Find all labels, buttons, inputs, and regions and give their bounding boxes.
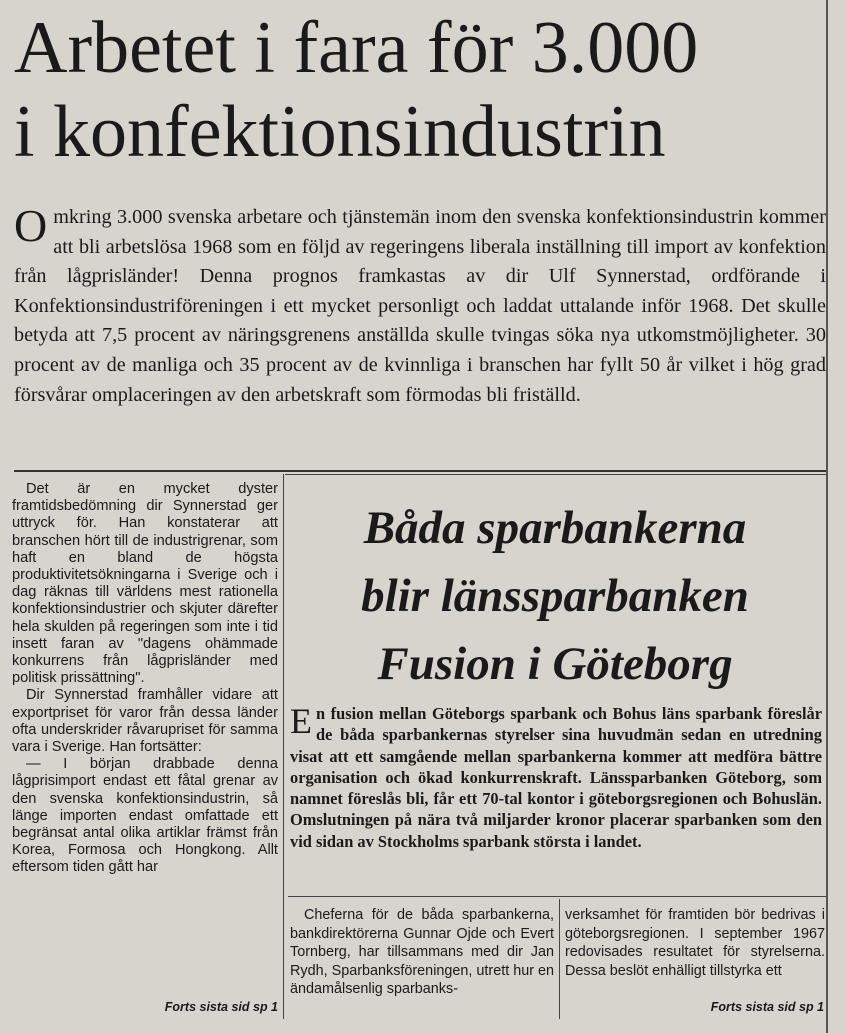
left-paragraph-3: — I början drabbade denna lågprisimport endast ett fåtal grenar av den svenska konfektionsindustrin, så länge importen endast omfattade ett begränsat antal olika artiklar främst från Korea, Formosa och Hongkong. Allt eftersom tiden gått har — [12, 756, 278, 876]
sub-lead-dropcap: E — [290, 701, 312, 741]
secondary-headline — [290, 494, 820, 698]
vertical-divider — [283, 474, 284, 1019]
column-rule — [826, 0, 828, 1033]
sub-headline-line-3: Fusion i Göteborg — [377, 638, 733, 690]
sub-headline-line-2: blir länssparbanken — [361, 570, 749, 622]
lead-dropcap: O — [14, 200, 48, 251]
box-top-rule — [285, 474, 826, 475]
headline-line-1: Arbetet i fara för 3.000 — [14, 7, 699, 89]
right-article-column — [565, 906, 825, 980]
main-headline — [14, 6, 824, 174]
lead-paragraph — [14, 200, 826, 410]
sub-lead-text: n fusion mellan Göteborgs sparbank och Bohus läns sparbank föreslår de båda sparbankernas styrelser sina huvudmän sedan en utredning visat att ett samgående mellan sparbankerna kommer att medföra bättre organisation och ökad konkurrenskraft. Länssparbanken Göteborg, som namnet föreslås bli, får ett 70-tal kontor i göteborgsregionen och Bohuslän. Omslutningen på nära två miljarder kronor placerar sparbanken som den vid sidan av Stockholms sparbank största i landet. — [290, 704, 822, 851]
sub-headline-line-1: Båda sparbankerna — [363, 502, 747, 554]
middle-article-column — [290, 906, 554, 999]
secondary-lead — [290, 703, 822, 852]
vertical-divider-2 — [559, 899, 560, 1019]
secondary-divider — [288, 896, 826, 897]
lead-text: mkring 3.000 svenska arbetare och tjänstemän inom den svenska konfektionsindustrin kommer att bli arbetslösa 1968 som en följd av regeringens liberala inställning till import av konfektion från lågprisländer! Denna prognos framkastas av dir Ulf Synnerstad, ordförande i Konfektionsindustriföreningen i ett mycket personligt och laddat uttalande inför 1968. Det skulle betyda att 7,5 procent av näringsgrenens anställda skulle tvingas söka nya utkomstmöjligheter. 30 procent av de manliga och 35 procent av de kvinnliga i branschen har fyllt 50 år vilket i hög grad försvårar omplaceringen av den arbetskraft som förmodas bli friställd. — [14, 206, 826, 406]
headline-line-2: i konfektionsindustrin — [14, 91, 666, 173]
right-paragraph: verksamhet för framtiden bör bedrivas i göteborgsregionen. I september 1967 redovisades resultatet för styrelserna. Dessa beslöt enhälligt tillstyrka ett — [565, 907, 825, 979]
section-divider — [14, 470, 826, 472]
continued-note-right: Forts sista sid sp 1 — [710, 1000, 824, 1014]
left-paragraph-2: Dir Synnerstad framhåller vidare att exportpriset för varor från dessa länder ofta underskrider råvarupriset för samma vara i Sverige. Han fortsätter: — [12, 687, 278, 756]
middle-paragraph: Cheferna för de båda sparbankerna, bankdirektörerna Gunnar Ojde och Evert Tornberg, har tillsammans med dir Jan Rydh, Sparbanksföreningen, utrett hur en ändamålsenlig sparbanks- — [290, 907, 554, 997]
continued-note-left: Forts sista sid sp 1 — [164, 1000, 278, 1014]
left-article-column — [12, 481, 278, 877]
left-paragraph-1: Det är en mycket dyster framtidsbedömning dir Synnerstad ger uttryck för. Han konstaterar att branschen hört till de industrigrenar, som haft en bland de högsta produktivitetsökningarna i Sverige och i dag räknas till världens mest rationella konfektionsindustrier och skjuter därefter hela skulden på regeringen som inte i tid insett faran av "dagens ohämmade konkurrens från lågprisländer med politisk prissättning". — [12, 481, 278, 687]
